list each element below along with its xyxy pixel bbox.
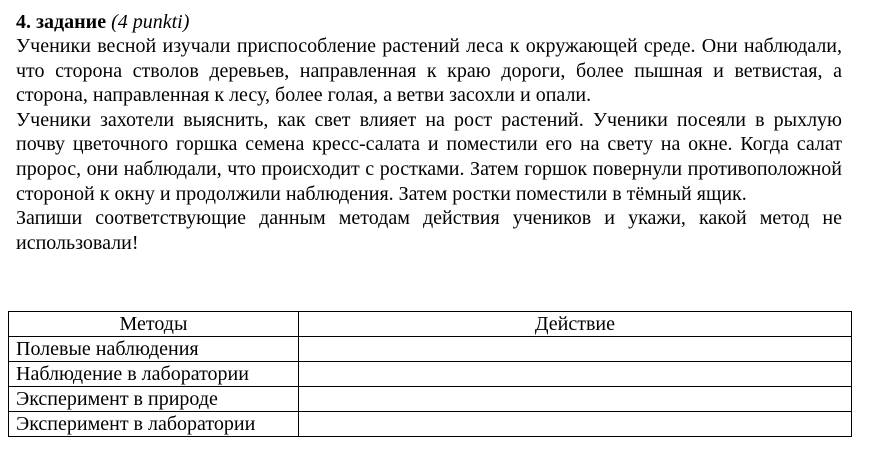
header-action: Действие (298, 312, 851, 337)
method-cell: Эксперимент в природе (9, 387, 299, 412)
paragraph-observation: Ученики весной изучали приспособление растений леса к окружающей среде. Они наблюдали, что сторона стволов деревьев, направленная к краю дороги, более пышная и ветвистая, а сторона, направленная к лесу, более голая, а ветви засохли и опали. (16, 35, 842, 107)
action-cell[interactable] (298, 362, 851, 387)
header-methods: Методы (9, 312, 299, 337)
paragraph-instruction: Запиши соответствующие данным методам действия учеников и укажи, какой метод не использовали! (16, 207, 842, 254)
action-cell[interactable] (298, 337, 851, 362)
task-heading (16, 10, 842, 34)
task-points: (4 punkti) (111, 11, 190, 33)
method-cell: Полевые наблюдения (9, 337, 299, 362)
paragraph-experiment: Ученики захотели выяснить, как свет влияет на рост растений. Ученики посеяли в рыхлую почву цветочного горшка семена кресс-салата и поместили его на свету на окне. Когда салат пророс, они наблюдали, что происходит с ростками. Затем горшок повернули противоположной стороной к окну и продолжили наблюдения. Затем ростки поместили в тёмный ящик. (16, 108, 842, 205)
action-cell[interactable] (298, 412, 851, 437)
table-row (9, 387, 852, 412)
table-row (9, 362, 852, 387)
table-row (9, 412, 852, 437)
action-cell[interactable] (298, 387, 851, 412)
task-text-block (16, 10, 842, 255)
method-cell: Наблюдение в лаборатории (9, 362, 299, 387)
method-cell: Эксперимент в лаборатории (9, 412, 299, 437)
table-header-row (9, 312, 852, 337)
methods-table (8, 311, 852, 437)
task-number-title: 4. задание (16, 11, 107, 33)
table-row (9, 337, 852, 362)
